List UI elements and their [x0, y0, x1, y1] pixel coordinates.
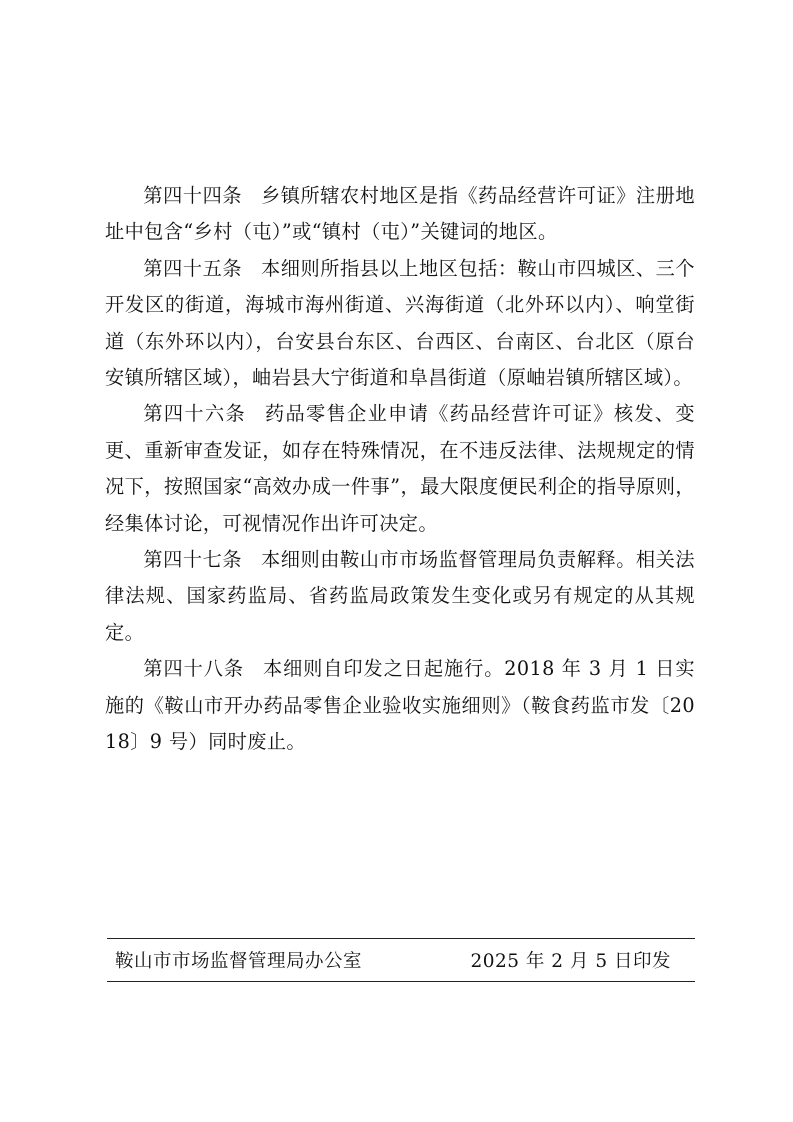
article-number: 第四十五条: [143, 256, 243, 280]
article-44: [105, 178, 695, 251]
article-text: 本细则由鞍山市市场监督管理局负责解释。相关法律法规、国家药监局、省药监局政策发生变化或另有规定的从其规定。: [105, 548, 695, 644]
issuance-footer: [107, 938, 695, 982]
issue-date: 2025 年 2 月 5 日印发: [470, 951, 671, 972]
article-46: [105, 396, 695, 542]
article-text: 本细则自印发之日起施行。2018 年 3 月 1 日实施的《鞍山市开办药品零售企业验收实施细则》（鞍食药监市发〔2018〕9 号）同时废止。: [105, 657, 695, 754]
article-number: 第四十六条: [143, 402, 246, 426]
article-text: 本细则所指县以上地区包括：鞍山市四城区、三个开发区的街道，海城市海州街道、兴海街道（北外环以内）、响堂街道（东外环以内），台安县台东区、台西区、台南区、台北区（原台安镇所辖区域），岫岩县大宁街道和阜昌街道（原岫岩镇所辖区域）。: [105, 256, 695, 390]
article-45: [105, 251, 695, 397]
article-number: 第四十七条: [143, 548, 243, 572]
article-number: 第四十四条: [143, 184, 243, 207]
article-47: [105, 542, 695, 651]
article-text: 药品零售企业申请《药品经营许可证》核发、变更、重新审查发证，如存在特殊情况，在不违反法律、法规规定的情况下，按照国家“高效办成一件事”，最大限度便民利企的指导原则，经集体讨论，可视情况作出许可决定。: [105, 402, 695, 535]
article-number: 第四十八条: [143, 657, 244, 681]
article-text: 乡镇所辖农村地区是指《药品经营许可证》注册地址中包含“乡村（屯）”或“镇村（屯）”关键词的地区。: [105, 184, 695, 244]
document-body: [105, 178, 695, 761]
article-48: [105, 651, 695, 760]
issuing-office: 鞍山市市场监督管理局办公室: [115, 951, 363, 972]
